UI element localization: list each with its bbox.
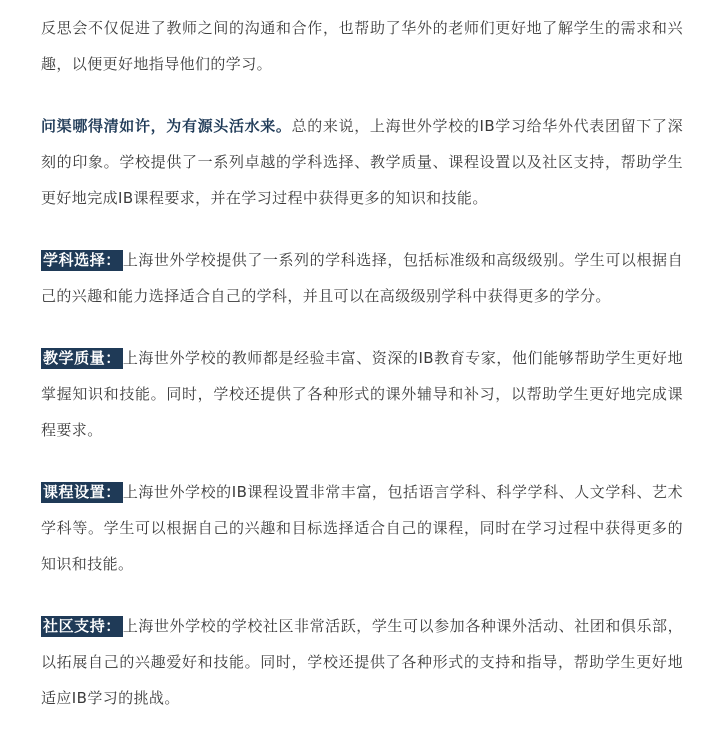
paragraph-intro-end: [41, 10, 683, 82]
paragraph-teaching: [41, 340, 683, 448]
paragraph-text: 上海世外学校的教师都是经验丰富、资深的IB教育专家，他们能够帮助学生更好地掌握知识和技能。同时，学校还提供了各种形式的课外辅导和补习，以帮助学生更好地完成课程要求。: [41, 349, 683, 439]
paragraph-gap: [41, 448, 683, 474]
paragraph-text: 上海世外学校的学校社区非常活跃，学生可以参加各种课外活动、社团和俱乐部，以拓展自己的兴趣爱好和技能。同时，学校还提供了各种形式的支持和指导，帮助学生更好地适应IB学习的挑战。: [41, 617, 683, 707]
paragraph-text: 上海世外学校的IB课程设置非常丰富，包括语言学科、科学学科、人文学科、艺术学科等。学生可以根据自己的兴趣和目标选择适合自己的课程，同时在学习过程中获得更多的知识和技能。: [41, 483, 683, 573]
paragraph-gap: [41, 314, 683, 340]
section-tag-community: 社区支持：: [43, 617, 121, 635]
paragraph-gap: [41, 582, 683, 608]
paragraph-text: 总的来说，上海世外学校的IB学习给华外代表团留下了深刻的印象。学校提供了一系列卓越的学科选择、教学质量、课程设置以及社区支持，帮助学生更好地完成IB课程要求，并在学习过程中获得更多的知识和技能。: [41, 117, 683, 207]
section-tag-curriculum: 课程设置：: [43, 483, 121, 501]
paragraph-text: 反思会不仅促进了教师之间的沟通和合作，也帮助了华外的老师们更好地了解学生的需求和兴趣，以便更好地指导他们的学习。: [41, 19, 683, 73]
paragraph-curriculum: [41, 474, 683, 582]
paragraph-lead: 问渠哪得清如许，为有源头活水来。: [41, 117, 292, 135]
section-tag-subjects: 学科选择：: [43, 251, 121, 269]
paragraph-gap: [41, 216, 683, 242]
paragraph-subjects: [41, 242, 683, 314]
paragraph-gap: [41, 82, 683, 108]
paragraph-text: 上海世外学校提供了一系列的学科选择，包括标准级和高级级别。学生可以根据自己的兴趣和能力选择适合自己的学科，并且可以在高级级别学科中获得更多的学分。: [41, 251, 683, 305]
paragraph-community: [41, 608, 683, 716]
paragraph-summary: [41, 108, 683, 216]
article-body: [41, 10, 683, 716]
section-tag-teaching: 教学质量：: [43, 349, 121, 367]
